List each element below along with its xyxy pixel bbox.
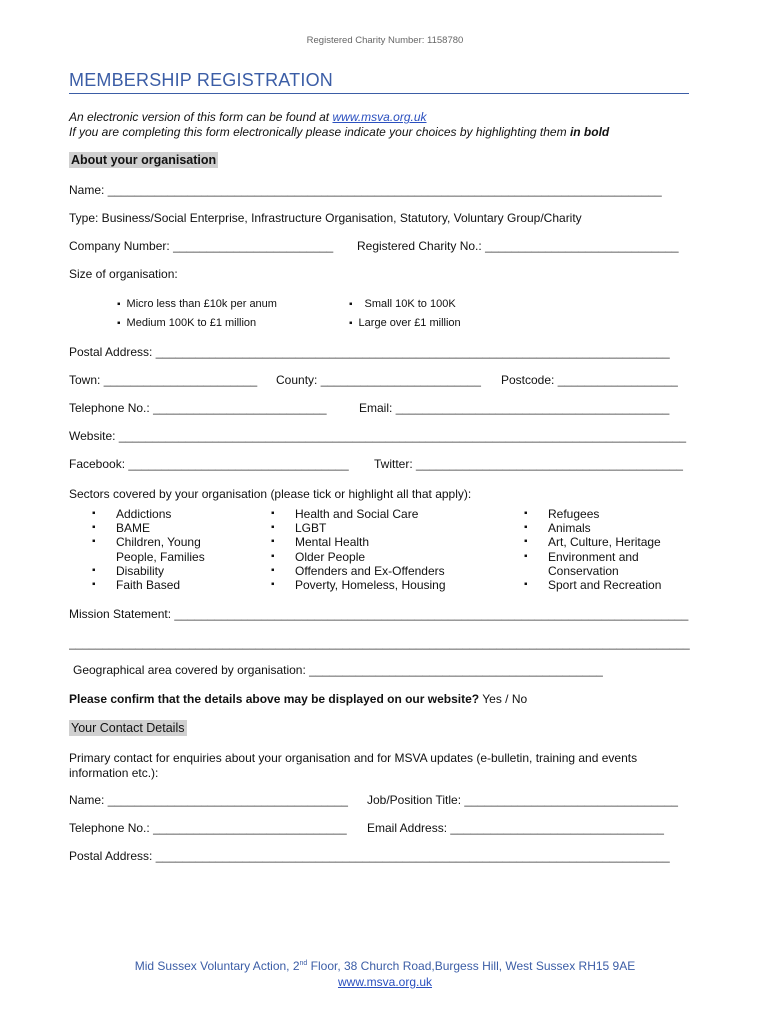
blank-line[interactable]: ________________________ bbox=[173, 239, 334, 253]
label: Name: bbox=[69, 793, 105, 807]
label: Job/Position Title: bbox=[367, 793, 462, 807]
label: Telephone No.: bbox=[69, 821, 150, 835]
twitter-field[interactable] bbox=[374, 457, 683, 471]
label: Registered Charity No.: bbox=[357, 239, 482, 253]
contact-postal-address-field[interactable] bbox=[69, 849, 670, 863]
footer-address bbox=[0, 959, 770, 973]
sector-option[interactable]: ▪ Offenders and Ex-Offenders bbox=[271, 564, 501, 578]
sector-option[interactable]: ▪ Sport and Recreation bbox=[524, 578, 694, 592]
label: Email: bbox=[359, 401, 393, 415]
blank-line[interactable]: ________________________________ bbox=[464, 793, 678, 807]
blank-line[interactable]: _________________________________________ bbox=[395, 401, 670, 415]
website-consent bbox=[69, 692, 527, 706]
intro-bold: in bold bbox=[569, 125, 610, 139]
sector-option[interactable]: ▪ Poverty, Homeless, Housing bbox=[271, 578, 501, 592]
label: Postal Address: bbox=[69, 849, 153, 863]
org-name-field[interactable] bbox=[69, 183, 662, 197]
label: Email Address: bbox=[367, 821, 448, 835]
charity-number-field[interactable] bbox=[357, 239, 679, 253]
org-type: Type: Business/Social Enterprise, Infrastructure Organisation, Statutory, Voluntary Group/Charity bbox=[69, 211, 582, 225]
size-label: Size of organisation: bbox=[69, 267, 178, 281]
blank-line[interactable]: __________________________ bbox=[153, 401, 327, 415]
footer-website-link[interactable]: www.msva.org.uk bbox=[337, 975, 433, 989]
blank-line[interactable]: _____________________________________________________________________________ bbox=[155, 849, 670, 863]
section-about-organisation: About your organisation bbox=[71, 153, 217, 167]
sector-option[interactable]: ▪ Mental Health bbox=[271, 535, 501, 549]
company-number-field[interactable] bbox=[69, 239, 333, 253]
sector-option[interactable]: ▪ Health and Social Care bbox=[271, 507, 501, 521]
footer-sup: nd bbox=[299, 960, 308, 967]
blank-line[interactable]: ________________________ bbox=[320, 373, 481, 387]
sector-option[interactable]: ▪ Animals bbox=[524, 521, 694, 535]
contact-name-field[interactable] bbox=[69, 793, 348, 807]
label: Postal Address: bbox=[69, 345, 153, 359]
label: Facebook: bbox=[69, 457, 126, 471]
sectors-column-1 bbox=[92, 507, 242, 592]
geographical-area-field[interactable] bbox=[73, 663, 603, 677]
size-option[interactable]: ▪ Micro less than £10k per anum bbox=[117, 298, 277, 310]
sector-option[interactable]: ▪ Children, Young People, Families bbox=[92, 535, 242, 563]
label: County: bbox=[276, 373, 318, 387]
sector-option[interactable]: ▪ Older People bbox=[271, 550, 501, 564]
blank-line[interactable]: ________________________________ bbox=[450, 821, 664, 835]
blank-line[interactable]: _____________________________________________________________________________________ bbox=[118, 429, 687, 443]
blank-line[interactable]: ________________________________________ bbox=[416, 457, 683, 471]
contact-email-field[interactable] bbox=[367, 821, 664, 835]
blank-line[interactable]: ____________________________________ bbox=[107, 793, 348, 807]
postcode-field[interactable] bbox=[501, 373, 678, 387]
sector-option[interactable]: ▪ Disability bbox=[92, 564, 242, 578]
mission-statement-line-2[interactable] bbox=[69, 636, 697, 650]
blank-line[interactable]: _____________________________ bbox=[153, 821, 347, 835]
label: Town: bbox=[69, 373, 101, 387]
blank-line[interactable]: _____________________________________________________________________________ bbox=[174, 607, 689, 621]
mission-statement-field[interactable] bbox=[69, 607, 688, 621]
sector-option[interactable]: ▪ Addictions bbox=[92, 507, 242, 521]
blank-line[interactable]: _________________________________ bbox=[128, 457, 349, 471]
label: Website: bbox=[69, 429, 116, 443]
job-title-field[interactable] bbox=[367, 793, 678, 807]
label: Twitter: bbox=[374, 457, 413, 471]
blank-line[interactable]: _______________________ bbox=[103, 373, 258, 387]
size-option[interactable]: ▪ Large over £1 million bbox=[349, 317, 461, 329]
sector-option[interactable]: ▪ Art, Culture, Heritage bbox=[524, 535, 694, 549]
sector-option[interactable]: ▪ Environment and Conservation bbox=[524, 550, 694, 578]
blank-line[interactable]: _____________________________________________________________________________________________ bbox=[69, 636, 690, 650]
label: Geographical area covered by organisation: bbox=[73, 663, 306, 677]
label: Telephone No.: bbox=[69, 401, 150, 415]
town-field[interactable] bbox=[69, 373, 257, 387]
blank-line[interactable]: _____________________________ bbox=[485, 239, 679, 253]
blank-line[interactable]: ___________________________________________________________________________________ bbox=[107, 183, 662, 197]
sectors-label: Sectors covered by your organisation (please tick or highlight all that apply): bbox=[69, 487, 472, 501]
facebook-field[interactable] bbox=[69, 457, 349, 471]
intro-text: An electronic version of this form can be found at bbox=[69, 110, 333, 124]
sectors-column-3 bbox=[524, 507, 694, 592]
postal-address-field[interactable] bbox=[69, 345, 670, 359]
intro-line-1 bbox=[69, 110, 427, 124]
contact-telephone-field[interactable] bbox=[69, 821, 347, 835]
footer-text: Mid Sussex Voluntary Action, 2 bbox=[134, 959, 300, 973]
sector-option[interactable]: ▪ Faith Based bbox=[92, 578, 242, 592]
label: Company Number: bbox=[69, 239, 170, 253]
consent-answer[interactable]: Yes / No bbox=[479, 692, 528, 706]
email-field[interactable] bbox=[359, 401, 669, 415]
county-field[interactable] bbox=[276, 373, 481, 387]
footer-link-row bbox=[0, 975, 770, 989]
sector-option[interactable]: ▪ BAME bbox=[92, 521, 242, 535]
blank-line[interactable]: __________________ bbox=[557, 373, 678, 387]
label: Postcode: bbox=[501, 373, 555, 387]
intro-line-2 bbox=[69, 125, 609, 139]
size-option[interactable]: ▪ Small 10K to 100K bbox=[349, 298, 456, 310]
sectors-column-2 bbox=[271, 507, 501, 592]
intro-text: If you are completing this form electronically please indicate your choices by highlighting them bbox=[69, 125, 570, 139]
telephone-field[interactable] bbox=[69, 401, 327, 415]
section-contact-details: Your Contact Details bbox=[71, 721, 185, 735]
label: Name: bbox=[69, 183, 105, 197]
footer-text: Floor, 38 Church Road,Burgess Hill, West Sussex RH15 9AE bbox=[307, 959, 636, 973]
label: Mission Statement: bbox=[69, 607, 172, 621]
blank-line[interactable]: _____________________________________________________________________________ bbox=[155, 345, 670, 359]
website-link[interactable]: www.msva.org.uk bbox=[332, 110, 427, 124]
blank-line[interactable]: ____________________________________________ bbox=[309, 663, 603, 677]
sector-option[interactable]: ▪ Refugees bbox=[524, 507, 694, 521]
primary-contact-text: Primary contact for enquiries about your organisation and for MSVA updates (e-bulletin, training and events information etc.): bbox=[69, 751, 638, 780]
website-field[interactable] bbox=[69, 429, 686, 443]
sector-option[interactable]: ▪ LGBT bbox=[271, 521, 501, 535]
page-title: MEMBERSHIP REGISTRATION bbox=[69, 70, 689, 94]
size-option[interactable]: ▪ Medium 100K to £1 million bbox=[117, 317, 256, 329]
charity-number: Registered Charity Number: 1158780 bbox=[306, 35, 464, 46]
consent-question: Please confirm that the details above may be displayed on our website? bbox=[69, 692, 480, 706]
